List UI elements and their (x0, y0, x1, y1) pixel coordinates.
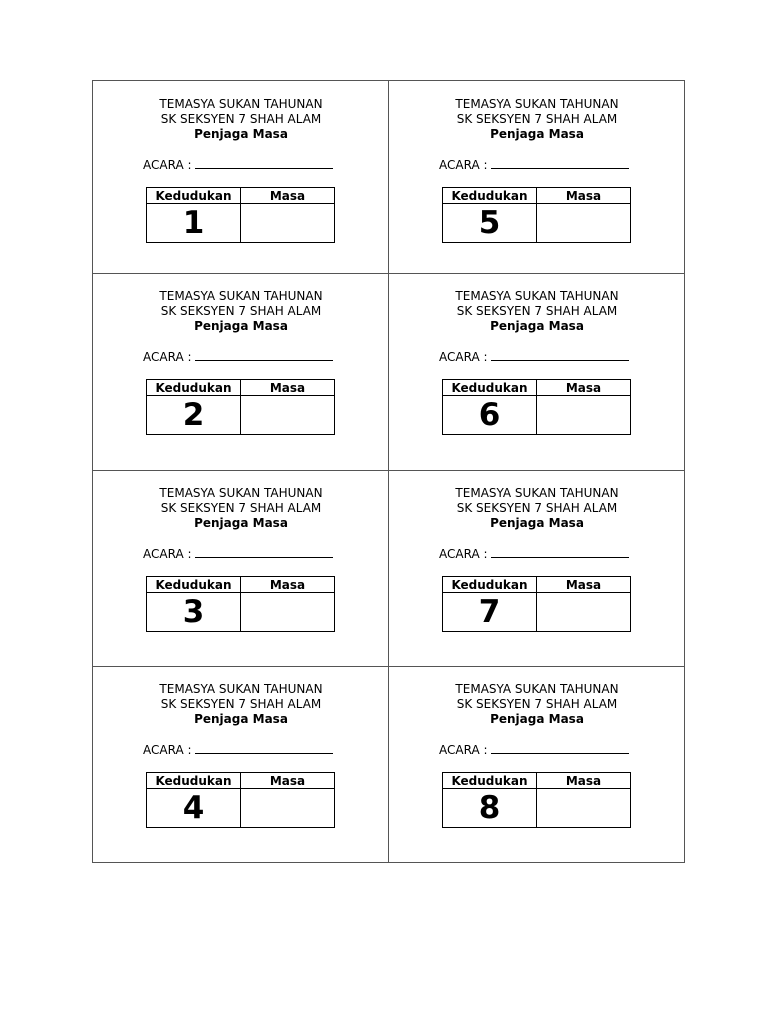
position-table (146, 772, 335, 828)
timekeeper-card-1 (93, 81, 389, 274)
position-table (442, 379, 631, 435)
role-label: Penjaga Masa (194, 319, 288, 333)
position-number: 2 (147, 396, 241, 435)
event-title: TEMASYA SUKAN TAHUNAN (159, 486, 323, 500)
acara-blank-line (195, 157, 333, 169)
kedudukan-header: Kedudukan (443, 577, 537, 593)
acara-blank-line (491, 742, 629, 754)
acara-label: ACARA : (143, 743, 192, 757)
card-header (389, 97, 685, 142)
masa-header: Masa (241, 188, 335, 204)
school-name: SK SEKSYEN 7 SHAH ALAM (160, 501, 322, 515)
masa-header: Masa (537, 380, 631, 396)
event-title: TEMASYA SUKAN TAHUNAN (159, 289, 323, 303)
kedudukan-header: Kedudukan (147, 577, 241, 593)
masa-cell (537, 789, 631, 828)
card-header (93, 289, 389, 334)
card-header (93, 97, 389, 142)
acara-field (439, 157, 629, 173)
role-label: Penjaga Masa (490, 319, 584, 333)
masa-header: Masa (537, 773, 631, 789)
position-number: 4 (147, 789, 241, 828)
timekeeper-card-2 (93, 273, 389, 470)
school-name: SK SEKSYEN 7 SHAH ALAM (160, 112, 322, 126)
masa-header: Masa (537, 188, 631, 204)
acara-label: ACARA : (143, 547, 192, 561)
acara-label: ACARA : (143, 158, 192, 172)
position-table (442, 576, 631, 632)
masa-header: Masa (241, 773, 335, 789)
acara-label: ACARA : (439, 350, 488, 364)
role-label: Penjaga Masa (194, 516, 288, 530)
event-title: TEMASYA SUKAN TAHUNAN (455, 682, 619, 696)
masa-header: Masa (241, 577, 335, 593)
acara-blank-line (491, 546, 629, 558)
card-header (389, 486, 685, 531)
position-number: 3 (147, 593, 241, 632)
acara-field (439, 742, 629, 758)
timekeeper-card-4 (93, 666, 389, 863)
role-label: Penjaga Masa (490, 516, 584, 530)
timekeeper-card-5 (389, 81, 685, 274)
acara-label: ACARA : (439, 547, 488, 561)
acara-blank-line (491, 157, 629, 169)
position-number: 7 (443, 593, 537, 632)
acara-label: ACARA : (143, 350, 192, 364)
position-table (146, 187, 335, 243)
kedudukan-header: Kedudukan (147, 773, 241, 789)
acara-blank-line (195, 742, 333, 754)
masa-cell (537, 593, 631, 632)
acara-field (439, 349, 629, 365)
masa-cell (241, 204, 335, 243)
role-label: Penjaga Masa (490, 712, 584, 726)
role-label: Penjaga Masa (490, 127, 584, 141)
event-title: TEMASYA SUKAN TAHUNAN (455, 97, 619, 111)
masa-header: Masa (241, 380, 335, 396)
card-header (389, 289, 685, 334)
acara-blank-line (195, 349, 333, 361)
position-table (146, 379, 335, 435)
position-table (442, 187, 631, 243)
masa-cell (241, 593, 335, 632)
timekeeper-card-7 (389, 470, 685, 666)
acara-field (143, 349, 333, 365)
acara-field (143, 546, 333, 562)
masa-header: Masa (537, 577, 631, 593)
event-title: TEMASYA SUKAN TAHUNAN (159, 97, 323, 111)
school-name: SK SEKSYEN 7 SHAH ALAM (160, 304, 322, 318)
acara-field (439, 546, 629, 562)
event-title: TEMASYA SUKAN TAHUNAN (455, 486, 619, 500)
acara-field (143, 742, 333, 758)
position-number: 1 (147, 204, 241, 243)
position-number: 5 (443, 204, 537, 243)
school-name: SK SEKSYEN 7 SHAH ALAM (160, 697, 322, 711)
timekeeper-cards-sheet (92, 80, 685, 863)
role-label: Penjaga Masa (194, 712, 288, 726)
kedudukan-header: Kedudukan (443, 188, 537, 204)
acara-field (143, 157, 333, 173)
school-name: SK SEKSYEN 7 SHAH ALAM (456, 501, 618, 515)
card-header (93, 682, 389, 727)
role-label: Penjaga Masa (194, 127, 288, 141)
position-table (442, 772, 631, 828)
kedudukan-header: Kedudukan (443, 380, 537, 396)
masa-cell (537, 396, 631, 435)
school-name: SK SEKSYEN 7 SHAH ALAM (456, 304, 618, 318)
position-table (146, 576, 335, 632)
timekeeper-card-8 (389, 666, 685, 863)
card-header (389, 682, 685, 727)
masa-cell (537, 204, 631, 243)
position-number: 8 (443, 789, 537, 828)
kedudukan-header: Kedudukan (443, 773, 537, 789)
acara-label: ACARA : (439, 743, 488, 757)
acara-blank-line (491, 349, 629, 361)
masa-cell (241, 396, 335, 435)
timekeeper-card-6 (389, 273, 685, 470)
position-number: 6 (443, 396, 537, 435)
card-header (93, 486, 389, 531)
school-name: SK SEKSYEN 7 SHAH ALAM (456, 697, 618, 711)
school-name: SK SEKSYEN 7 SHAH ALAM (456, 112, 618, 126)
masa-cell (241, 789, 335, 828)
kedudukan-header: Kedudukan (147, 380, 241, 396)
kedudukan-header: Kedudukan (147, 188, 241, 204)
event-title: TEMASYA SUKAN TAHUNAN (455, 289, 619, 303)
acara-label: ACARA : (439, 158, 488, 172)
event-title: TEMASYA SUKAN TAHUNAN (159, 682, 323, 696)
acara-blank-line (195, 546, 333, 558)
timekeeper-card-3 (93, 470, 389, 666)
